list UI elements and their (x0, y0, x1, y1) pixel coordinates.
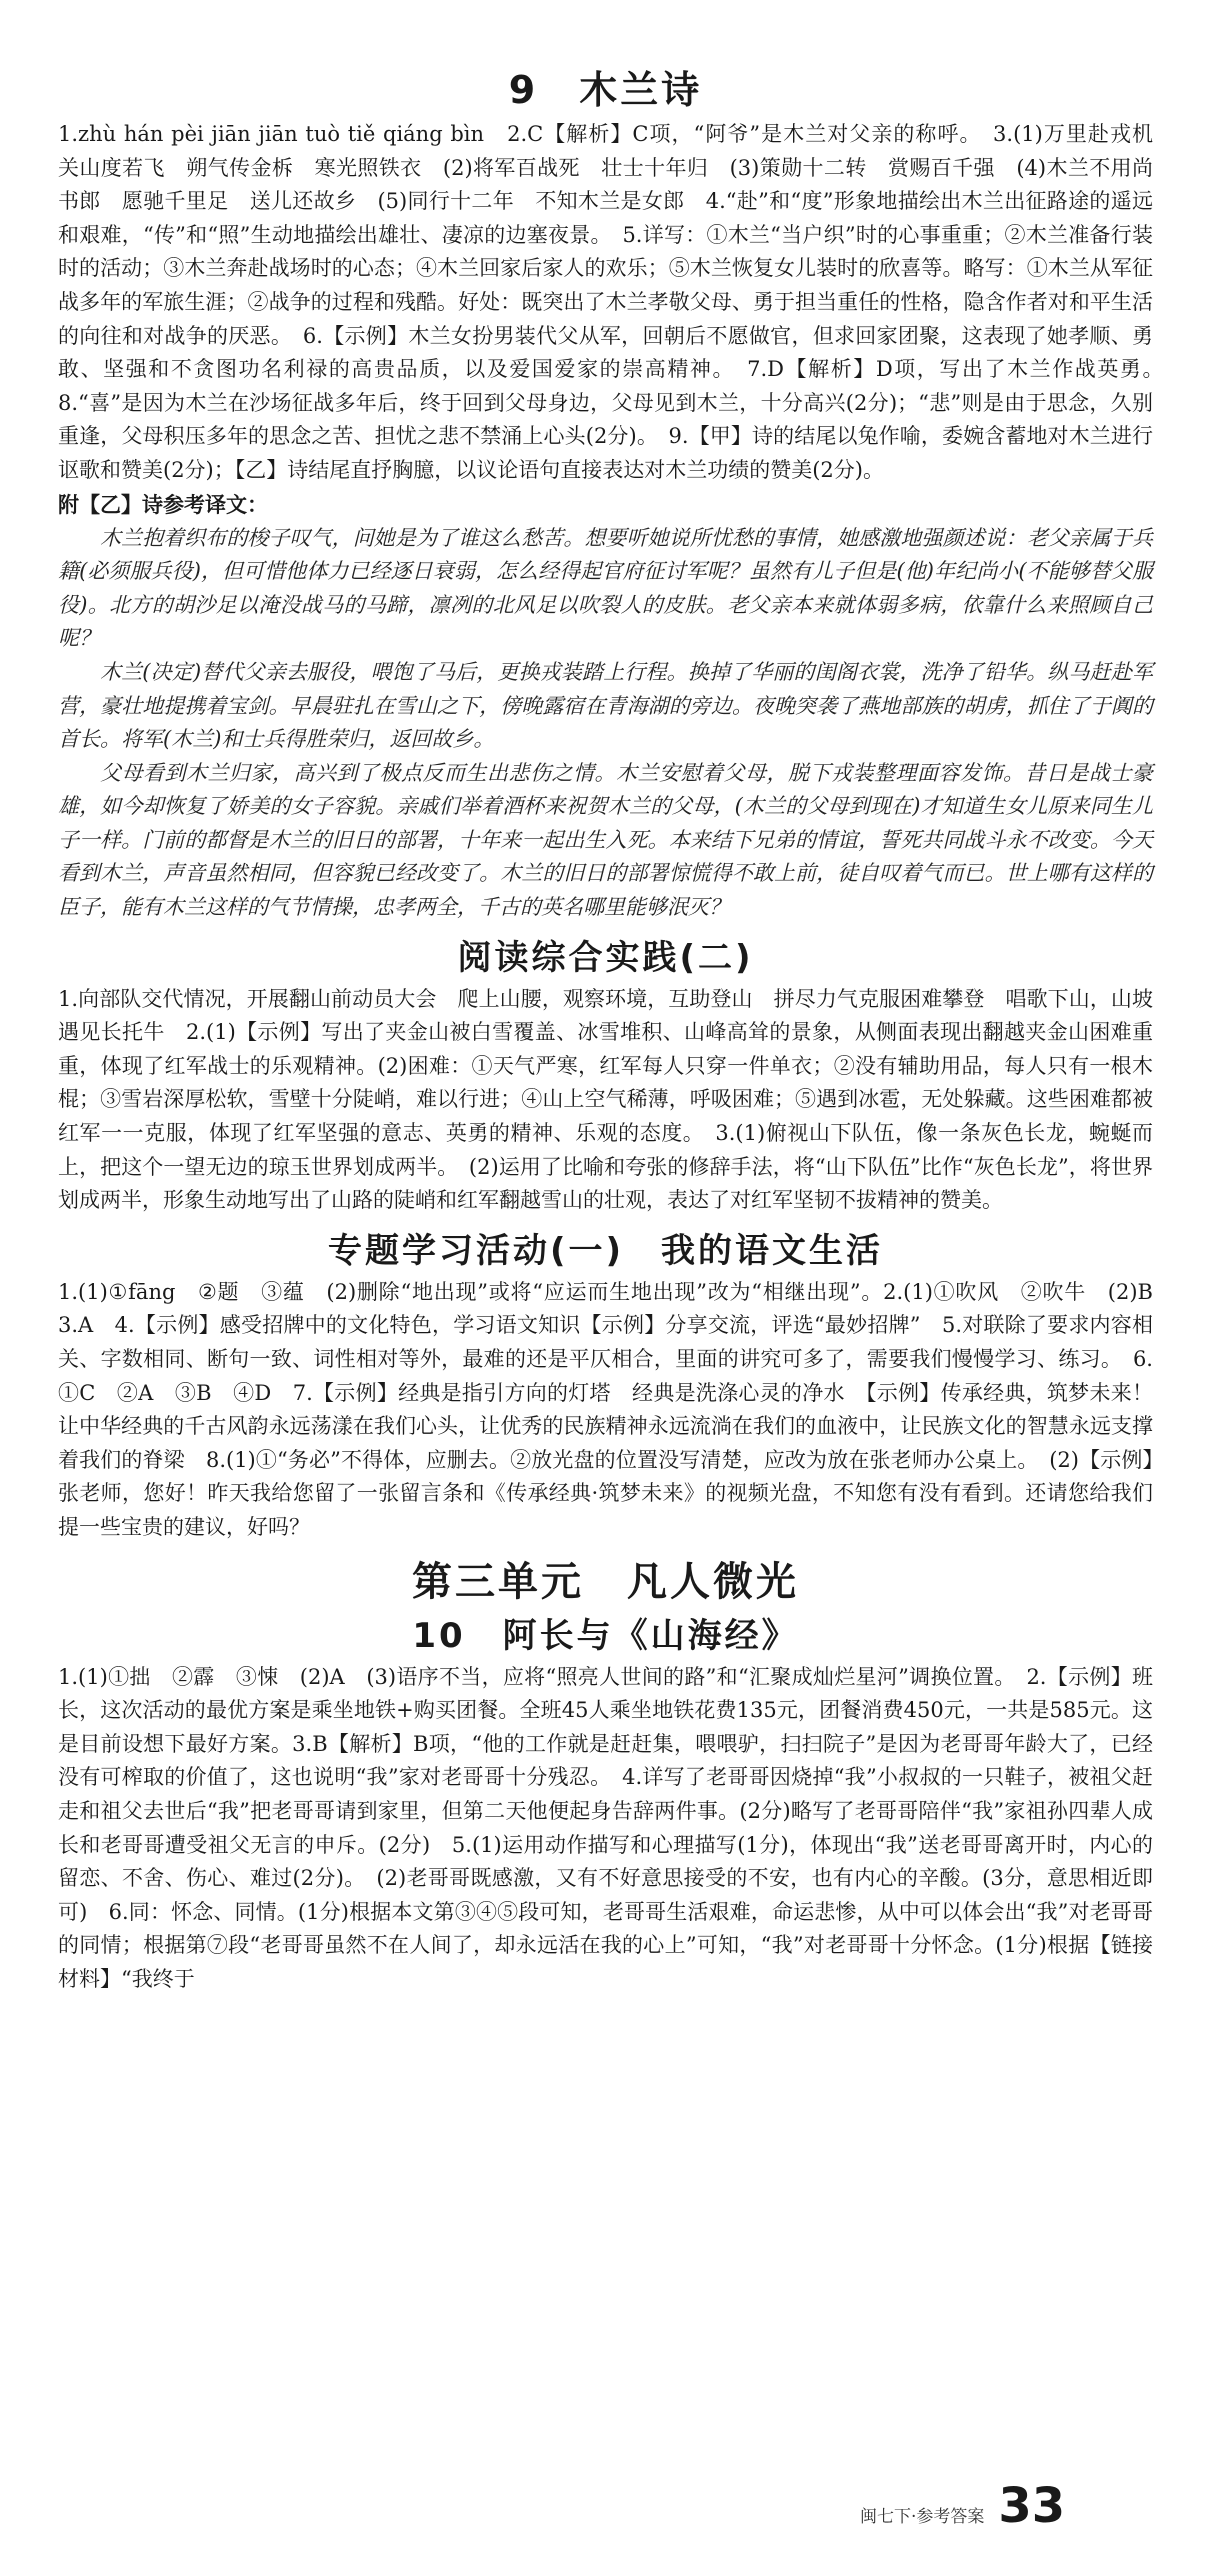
translation-paragraph: 木兰(决定)替代父亲去服役，喂饱了马后，更换戎装踏上行程。换掉了华丽的闺阁衣裳，洗净了铅华。纵马赶赴军营，豪壮地提携着宝剑。早晨驻扎在雪山之下，傍晚露宿在青海湖的旁边。夜晚突袭了燕地部族的胡虏，抓住了于阗的首长。将军(木兰)和士兵得胜荣归，返回故乡。 (58, 659, 1153, 752)
page-content (58, 62, 1174, 1997)
section-title-reading: 阅读综合实践(二) (457, 937, 754, 978)
answers-mulan: 1.zhù hán pèi jiān jiān tuò tiě qiáng bìn 2.C【解析】C项，“阿爷”是木兰对父亲的称呼。 3.(1)万里赴戎机 关山度若飞 朔气传金柝 寒光照铁衣 (2)将军百战死 壮士十年归 (3)策勋十二转 赏赐百千强 (4)木兰不用尚书郎 愿驰千里足 送儿还故乡 (5)同行十二年 不知木兰是女郎 4.“赴”和“度”形象地描绘出木兰出征路途的遥远和艰难，“传”和“照”生动地描绘出雄壮、凄凉的边塞夜景。 5.详写：①木兰“当户织”时的心事重重；②木兰准备行装时的活动；③木兰奔赴战场时的心态；④木兰回家后家人的欢乐；⑤木兰恢复女儿装时的欣喜等。略写：①木兰从军征战多年的军旅生涯；②战争的过程和残酷。好处：既突出了木兰孝敬父母、勇于担当重任的性格，隐含作者对和平生活的向往和对战争的厌恶。 6.【示例】木兰女扮男装代父从军，回朝后不愿做官，但求回家团聚，这表现了她孝顺、勇敢、坚强和不贪图功名利禄的高贵品质，以及爱国爱家的崇高精神。 7.D【解析】D项，写出了木兰作战英勇。 8.“喜”是因为木兰在沙场征战多年后，终于回到父母身边，父母见到木兰，十分高兴(2分)；“悲”则是由于思念，久别重逢，父母积压多年的思念之苦、担忧之悲不禁涌上心头(2分)。 9.【甲】诗的结尾以兔作喻，委婉含蓄地对木兰进行讴歌和赞美(2分)；【乙】诗结尾直抒胸臆，以议论语句直接表达对木兰功绩的赞美(2分)。 (58, 122, 1174, 482)
footer-label: 闽七下·参考答案 (860, 2507, 985, 2527)
answers-along: 1.(1)①拙 ②霹 ③悚 (2)A (3)语序不当，应将“照亮人世间的路”和“汇聚成灿烂星河”调换位置。 2.【示例】班长，这次活动的最优方案是乘坐地铁+购买团餐。全班45人乘坐地铁花费135元，团餐消费450元，一共是585元。这是目前设想下最好方案。3.B【解析】B项，“他的工作就是赶赶集，喂喂驴，扫扫院子”是因为老哥哥年龄大了，已经没有可榨取的价值了，这也说明“我”家对老哥哥十分残忍。 4.详写了老哥哥因烧掉“我”小叔叔的一只鞋子，被祖父赶走和祖父去世后“我”把老哥哥请到家里，但第二天他便起身告辞两件事。(2分)略写了老哥哥陪伴“我”家祖孙四辈人成长和老哥哥遭受祖父无言的申斥。(2分) 5.(1)运用动作描写和心理描写(1分)，体现出“我”送老哥哥离开时，内心的留恋、不舍、伤心、难过(2分)。 (2)老哥哥既感激，又有不好意思接受的不安，也有内心的辛酸。(3分，意思相近即可) 6.同：怀念、同情。(1分)根据本文第③④⑤段可知，老哥哥生活艰难，命运悲惨，从中可以体会出“我”对老哥哥的同情；根据第⑦段“老哥哥虽然不在人间了，却永远活在我的心上”可知，“我”对老哥哥十分怀念。(1分)根据【链接材料】“我终于 (58, 1664, 1153, 1991)
page-footer (860, 2478, 1065, 2534)
section-title-along: 10 阿长与《山海经》 (412, 1615, 799, 1656)
answers-reading: 1.向部队交代情况，开展翻山前动员大会 爬上山腰，观察环境，互助登山 拼尽力气克服困难攀登 唱歌下山，山坡遇见长托牛 2.(1)【示例】写出了夹金山被白雪覆盖、冰雪堆积、山峰高耸的景象，从侧面表现出翻越夹金山困难重重，体现了红军战士的乐观精神。(2)困难：①天气严寒，红军每人只穿一件单衣；②没有辅助用品，每人只有一根木棍；③雪岩深厚松软，雪壁十分陡峭，难以行进；④山上空气稀薄，呼吸困难；⑤遇到冰雹，无处躲藏。这些困难都被红军一一克服，体现了红军坚强的意志、英勇的精神、乐观的态度。 3.(1)俯视山下队伍，像一条灰色长龙，蜿蜒而上，把这个一望无边的琼玉世界划成两半。 (2)运用了比喻和夸张的修辞手法，将“山下队伍”比作“灰色长龙”，将世界划成两半，形象生动地写出了山路的陡峭和红军翻越雪山的壮观，表达了对红军坚韧不拔精神的赞美。 (58, 986, 1153, 1213)
section-title-topic: 专题学习活动(一) 我的语文生活 (327, 1230, 884, 1271)
unit-title: 第三单元 凡人微光 (412, 1558, 799, 1605)
translation-paragraph: 父母看到木兰归家，高兴到了极点反而生出悲伤之情。木兰安慰着父母，脱下戎装整理面容发饰。昔日是战士豪雄，如今却恢复了娇美的女子容貌。亲戚们举着酒杯来祝贺木兰的父母，(木兰的父母到现在)才知道生女儿原来同生儿子一样。门前的都督是木兰的旧日的部署，十年来一起出生入死。本来结下兄弟的情谊，誓死共同战斗永不改变。今天看到木兰，声音虽然相同，但容貌已经改变了。木兰的旧日的部署惊慌得不敢上前，徒自叹着气而已。世上哪有这样的臣子，能有木兰这样的气节情操，忠孝两全，千古的英名哪里能够泯灭？ (58, 760, 1153, 920)
page-number: 33 (998, 2478, 1066, 2534)
answers-topic: 1.(1)①fāng ②题 ③蕴 (2)删除“地出现”或将“应运而生地出现”改为“相继出现”。2.(1)①吹风 ②吹牛 (2)B 3.A 4.【示例】感受招牌中的文化特色，学习语文知识【示例】分享交流，评选“最妙招牌” 5.对联除了要求内容相关、字数相同、断句一致、词性相对等外，最难的还是平仄相合，里面的讲究可多了，需要我们慢慢学习、练习。 6.①C ②A ③B ④D 7.【示例】经典是指引方向的灯塔 经典是洗涤心灵的净水 【示例】传承经典，筑梦未来！让中华经典的千古风韵永远荡漾在我们心头，让优秀的民族精神永远流淌在我们的血液中，让民族文化的智慧永远支撑着我们的脊梁 8.(1)①“务必”不得体，应删去。②放光盘的位置没写清楚，应改为放在张老师办公桌上。 (2)【示例】张老师，您好！昨天我给您留了一张留言条和《传承经典·筑梦未来》的视频光盘，不知您有没有看到。还请您给我们提一些宝贵的建议，好吗？ (58, 1279, 1174, 1539)
section-title-mulan: 9 木兰诗 (508, 68, 703, 112)
translation-heading: 附【乙】诗参考译文： (58, 492, 268, 517)
translation-paragraph: 木兰抱着织布的梭子叹气，问她是为了谁这么愁苦。想要听她说所忧愁的事情，她感激地强颜述说：老父亲属于兵籍(必须服兵役)，但可惜他体力已经逐日衰弱，怎么经得起官府征讨军呢？虽然有儿子但是(他)年纪尚小(不能够替父服役)。北方的胡沙足以淹没战马的马蹄，凛冽的北风足以吹裂人的皮肤。老父亲本来就体弱多病，依靠什么来照顾自己呢？ (58, 525, 1153, 651)
